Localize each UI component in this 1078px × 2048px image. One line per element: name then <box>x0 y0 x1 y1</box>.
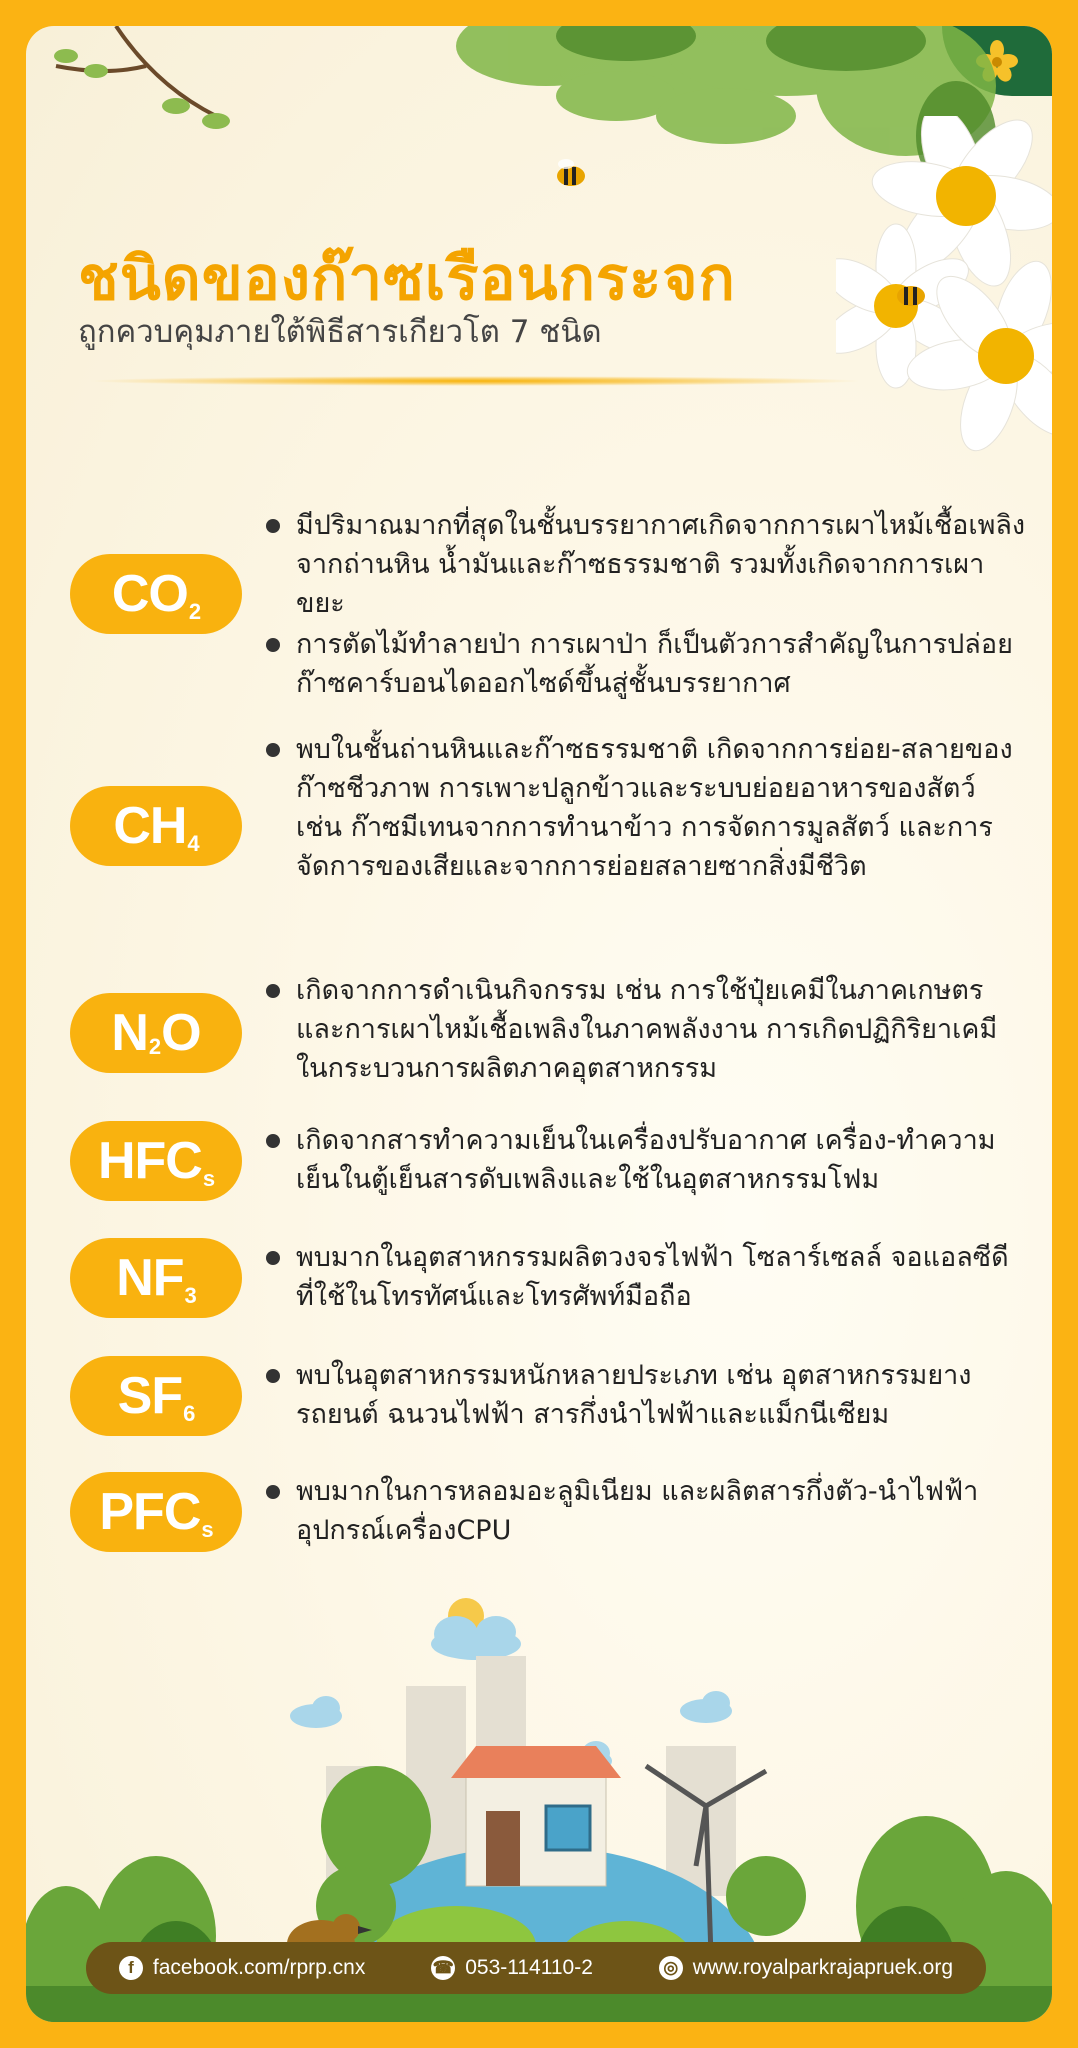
gas-description-co2 <box>266 506 1026 705</box>
gas-description-n2o <box>266 971 1026 1090</box>
gas-badge-hfcs: HFC s <box>70 1121 242 1201</box>
gas-bullet: เกิดจากสารทำความเย็นในเครื่องปรับอากาศ เครื่อง-ทำความเย็นในตู้เย็นสารดับเพลิงและใช้ในอุตสาหกรรมโฟม <box>266 1121 1026 1199</box>
bee-icon <box>557 159 585 186</box>
gas-badge-pfcs: PFC s <box>70 1472 242 1552</box>
gas-badge-n2o: N 2 O <box>70 993 242 1073</box>
website-link[interactable]: www.royalparkrajapruek.org <box>692 1956 954 1979</box>
gas-description-pfcs <box>266 1472 1026 1552</box>
globe-icon: ◎ <box>659 1956 683 1980</box>
title-divider <box>86 376 866 386</box>
gas-bullet: การตัดไม้ทำลายป่า การเผาป่า ก็เป็นตัวการสำคัญในการปล่อยก๊าซคาร์บอนไดออกไซด์ขึ้นสู่ชั้นบรรยากาศ <box>266 625 1026 703</box>
footer-phone[interactable] <box>431 1956 593 1980</box>
footer-website[interactable] <box>659 1956 953 1980</box>
gas-badge-sf6: SF 6 <box>70 1356 242 1436</box>
facebook-link[interactable]: facebook.com/rprp.cnx <box>152 1956 366 1979</box>
phone-icon: ☎ <box>431 1956 455 1980</box>
bee-icon <box>897 286 925 306</box>
facebook-icon: f <box>119 1956 143 1980</box>
gas-description-sf6 <box>266 1356 1026 1436</box>
gas-badge-ch4: CH 4 <box>70 786 242 866</box>
gas-bullet: พบมากในอุตสาหกรรมผลิตวงจรไฟฟ้า โซลาร์เซลล์ จอแอลซีดีที่ใช้ในโทรทัศน์และโทรศัพท์มือถือ <box>266 1238 1026 1316</box>
gas-bullet: มีปริมาณมากที่สุดในชั้นบรรยากาศเกิดจากการเผาไหม้เชื้อเพลิงจากถ่านหิน น้ำมันและก๊าซธรรมชาติ รวมทั้งเกิดจากการเผาขยะ <box>266 506 1026 623</box>
gas-bullet: เกิดจากการดำเนินกิจกรรม เช่น การใช้ปุ๋ยเคมีในภาคเกษตร และการเผาไหม้เชื้อเพลิงในภาคพลังงาน การเกิดปฏิกิริยาเคมีในกระบวนการผลิตภาคอุตสาหกรรม <box>266 971 1026 1088</box>
page-subtitle: ถูกควบคุมภายใต้พิธีสารเกียวโต 7 ชนิด <box>78 314 602 350</box>
gas-description-nf3 <box>266 1238 1026 1318</box>
phone-number[interactable]: 053-114110-2 <box>465 1956 593 1979</box>
gas-bullet: พบในชั้นถ่านหินและก๊าซธรรมชาติ เกิดจากการย่อย-สลายของก๊าซชีวภาพ การเพาะปลูกข้าวและระบบย่อยอาหารของสัตว์ เช่น ก๊าซมีเทนจากการทำนาข้าว การจัดการมูลสัตว์ และการจัดการของเสียและจากการย่อยสลายซากสิ่งมีชีวิต <box>266 730 1026 886</box>
page-title: ชนิดของก๊าซเรือนกระจก <box>78 244 736 314</box>
gas-description-ch4 <box>266 730 1026 888</box>
gas-badge-co2: CO 2 <box>70 554 242 634</box>
poster <box>26 26 1052 2022</box>
gas-description-hfcs <box>266 1121 1026 1201</box>
gas-bullet: พบมากในการหลอมอะลูมิเนียม และผลิตสารกึ่งตัว-นำไฟฟ้า อุปกรณ์เครื่องCPU <box>266 1472 1026 1550</box>
footer-facebook[interactable] <box>119 1956 365 1980</box>
gas-badge-nf3: NF 3 <box>70 1238 242 1318</box>
gas-bullet: พบในอุตสาหกรรมหนักหลายประเภท เช่น อุตสาหกรรมยางรถยนต์ ฉนวนไฟฟ้า สารกึ่งนำไฟฟ้าและแม็กนีเซียม <box>266 1356 1026 1434</box>
footer-contact-bar <box>86 1942 986 1994</box>
